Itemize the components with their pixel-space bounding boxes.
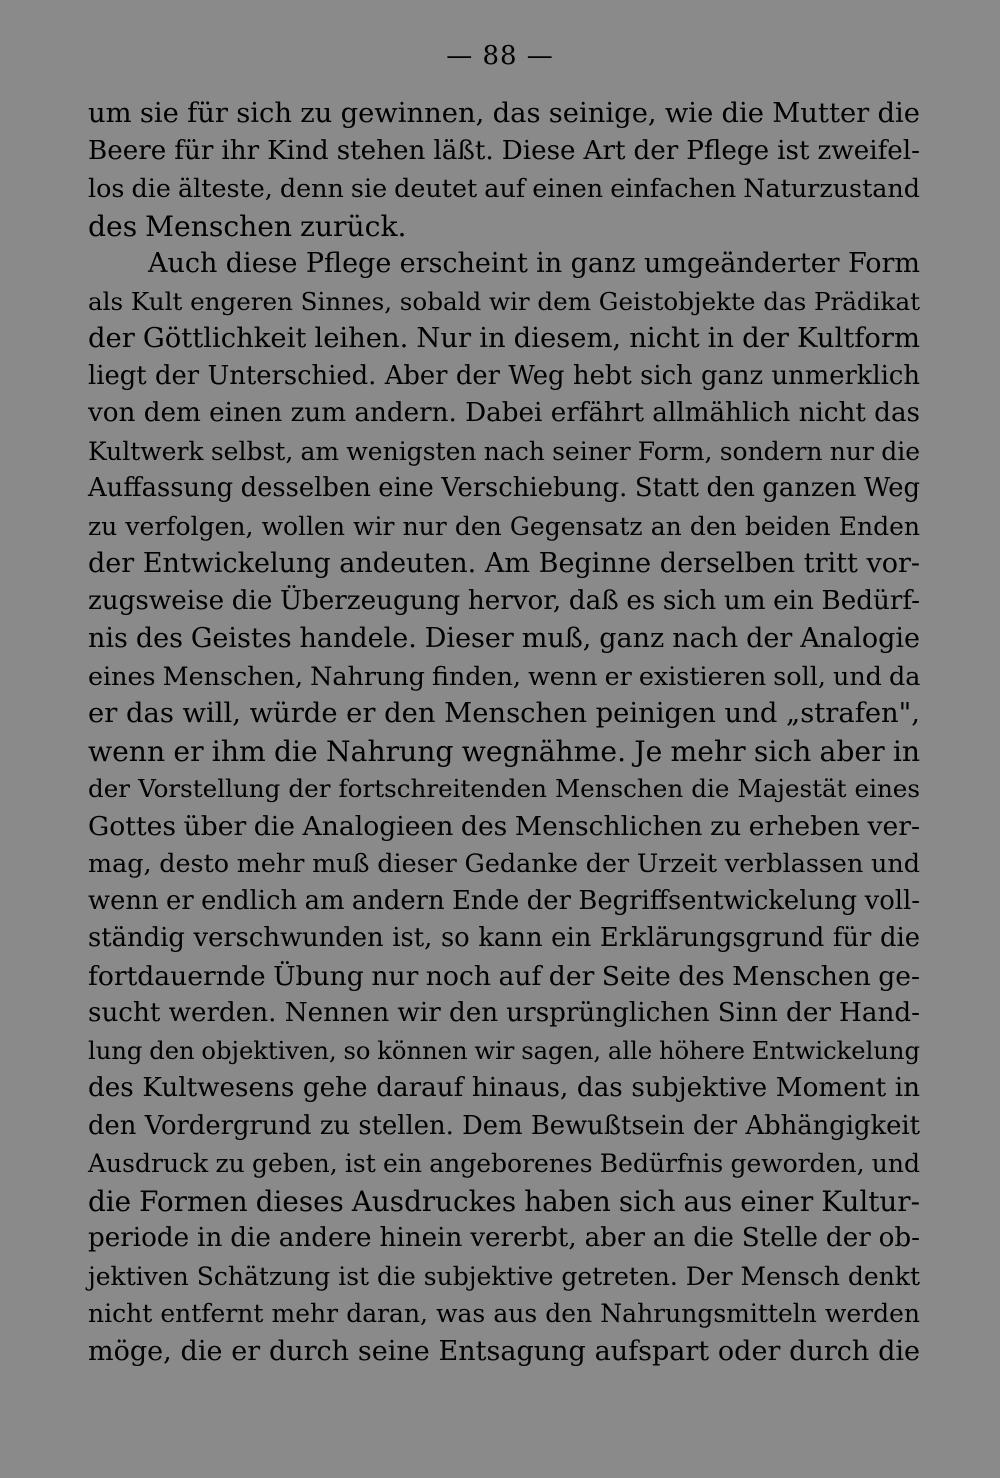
text-line: zugsweise die Überzeugung hervor, daß es sich um ein Bedürf-	[88, 585, 920, 616]
text-line: sucht werden. Nennen wir den ursprünglichen Sinn der Hand-	[88, 998, 920, 1028]
text-line: fortdauernde Übung nur noch auf der Seite des Menschen ge-	[88, 960, 920, 992]
text-line: um sie für sich zu gewinnen, das seinige, wie die Mutter die	[88, 98, 920, 129]
text-line: der Entwickelung andeuten. Am Beginne derselben tritt vor-	[88, 548, 920, 579]
text-line: Auffassung desselben eine Verschiebung. Statt den ganzen Weg	[88, 473, 920, 503]
text-line: wenn er endlich am andern Ende der Begriffsentwickelung voll-	[88, 885, 920, 916]
body-text	[88, 95, 920, 1370]
text-line: als Kult engeren Sinnes, sobald wir dem Geistobjekte das Prädikat	[88, 286, 920, 316]
text-line: der Vorstellung der fortschreitenden Menschen die Majestät eines	[88, 774, 920, 803]
text-line: wenn er ihm die Nahrung wegnähme. Je mehr sich aber in	[88, 734, 920, 768]
text-line: jektiven Schätzung ist die subjektive getreten. Der Mensch denkt	[88, 1261, 920, 1291]
text-line: lung den objektiven, so können wir sagen, alle höhere Entwickelung	[88, 1036, 920, 1065]
text-line: nis des Geistes handele. Dieser muß, ganz nach der Analogie	[88, 623, 920, 654]
text-line: Auch diese Pflege erscheint in ganz umgeänderter Form	[148, 248, 920, 279]
text-line: Ausdruck zu geben, ist ein angeborenes Bedürfnis geworden, und	[88, 1149, 920, 1178]
text-line: er das will, würde er den Menschen peinigen und „strafen",	[88, 698, 920, 729]
text-line: des Menschen zurück.	[88, 209, 407, 243]
text-line: periode in die andere hinein vererbt, aber an die Stelle der ob-	[88, 1223, 920, 1253]
text-line: zu verfolgen, wollen wir nur den Gegensatz an den beiden Enden	[88, 511, 920, 541]
text-line: möge, die er durch seine Entsagung aufspart oder durch die	[88, 1335, 920, 1367]
page-number: — 88 —	[446, 41, 554, 71]
text-line: los die älteste, denn sie deutet auf einen einfachen Naturzustand	[88, 173, 921, 203]
text-line: eines Menschen, Nahrung finden, wenn er existieren soll, und da	[88, 660, 921, 691]
text-line: von dem einen zum andern. Dabei erfährt allmählich nicht das	[88, 398, 920, 428]
text-line: der Göttlichkeit leihen. Nur in diesem, nicht in der Kultform	[88, 323, 920, 354]
text-line: nicht entfernt mehr daran, was aus den Nahrungsmitteln werden	[88, 1299, 920, 1328]
text-line: Gottes über die Analogieen des Menschlichen zu erheben ver-	[88, 810, 920, 842]
text-line: Beere für ihr Kind stehen läßt. Diese Art der Pflege ist zweifel-	[88, 135, 920, 166]
text-line: ständig verschwunden ist, so kann ein Erklärungsgrund für die	[88, 923, 920, 953]
text-line: liegt der Unterschied. Aber der Weg hebt sich ganz unmerklich	[88, 360, 920, 391]
text-line: den Vordergrund zu stellen. Dem Bewußtsein der Abhängigkeit	[88, 1110, 920, 1141]
text-line: mag, desto mehr muß dieser Gedanke der Urzeit verblassen und	[88, 848, 920, 878]
text-line: die Formen dieses Ausdruckes haben sich aus einer Kultur-	[88, 1184, 920, 1218]
text-line: des Kultwesens gehe darauf hinaus, das subjektive Moment in	[88, 1073, 920, 1103]
text-line: Kultwerk selbst, am wenigsten nach seiner Form, sondern nur die	[88, 436, 920, 466]
